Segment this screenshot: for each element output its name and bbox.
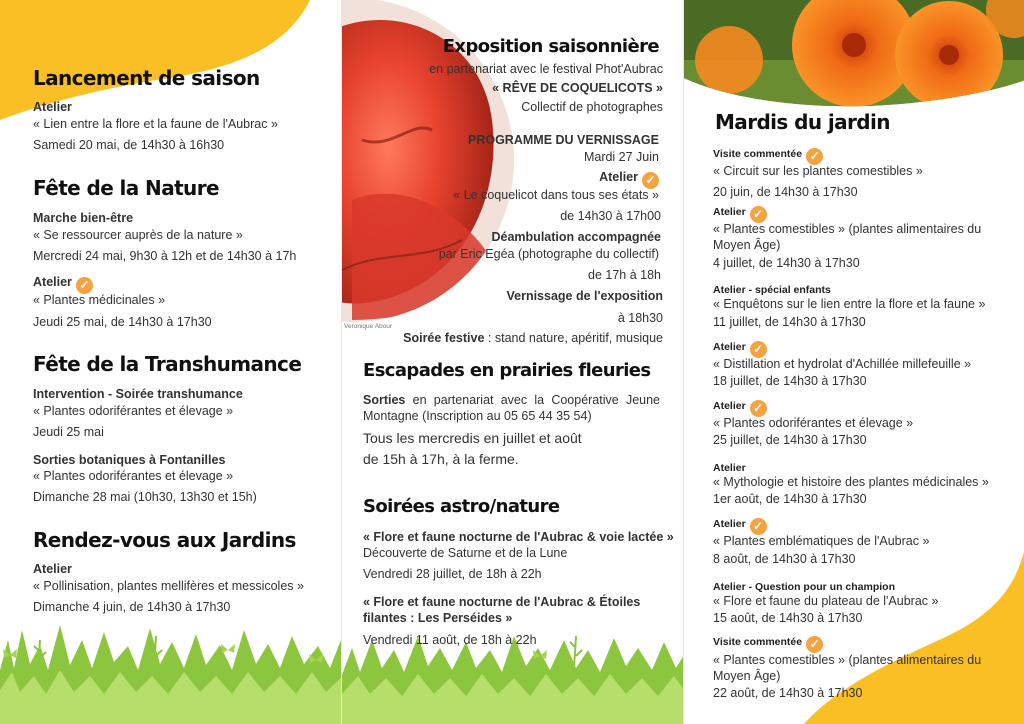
astro-item-when: Vendredi 28 juillet, de 18h à 22h — [363, 567, 542, 581]
program-vernissage-time: à 18h30 — [617, 311, 663, 325]
event-kind: Marche bien-être — [33, 211, 134, 225]
escapades-desc: en partenariat avec la Coopérative Jeune Montagne (Inscription au 05 65 44 35 54) — [363, 393, 660, 423]
mardis-desc: « Mythologie et histoire des plantes médicinales » — [713, 475, 989, 489]
mardis-desc: « Plantes comestibles » (plantes alimentaires du Moyen Âge) — [713, 653, 982, 683]
section-title-fete-nature: Fête de la Nature — [33, 176, 219, 200]
mardis-desc: « Plantes emblématiques de l'Aubrac » — [713, 534, 930, 548]
escapades-text — [363, 392, 660, 424]
grass-decoration — [342, 636, 683, 724]
left-panel — [0, 0, 341, 724]
check-circle-icon: ✓ — [806, 148, 823, 165]
check-circle-icon: ✓ — [750, 341, 767, 358]
expo-partner: en partenariat avec le festival Phot'Aubrac — [429, 62, 663, 76]
mardis-kind: Atelier — [713, 462, 746, 474]
program-atelier-row — [599, 169, 659, 189]
program-atelier-time: de 14h30 à 17h00 — [560, 209, 661, 223]
check-circle-icon: ✓ — [76, 277, 93, 294]
astro-title: Soirées astro/nature — [363, 496, 560, 517]
mardis-desc: « Distillation et hydrolat d'Achillée millefeuille » — [713, 357, 972, 371]
mardis-kind: Atelier - spécial enfants — [713, 284, 831, 296]
mardis-when: 1er août, de 14h30 à 17h30 — [713, 492, 867, 506]
event-desc: « Lien entre la flore et la faune de l'Aubrac » — [33, 117, 278, 131]
astro-item-name: « Flore et faune nocturne de l'Aubrac & voie lactée » — [363, 530, 674, 544]
mardis-when: 8 août, de 14h30 à 17h30 — [713, 552, 856, 566]
program-walk-by: par Eric Egéa (photographe du collectif) — [438, 247, 659, 261]
program-soiree — [403, 330, 663, 346]
event-kind: Atelier — [33, 275, 72, 289]
event-desc: « Plantes odoriférantes et élevage » — [33, 404, 234, 418]
section-title-lancement: Lancement de saison — [33, 66, 260, 90]
mardis-kind: Atelier — [713, 400, 746, 412]
mardis-when: 20 juin, de 14h30 à 17h30 — [713, 185, 858, 199]
program-title: PROGRAMME DU VERNISSAGE — [468, 133, 659, 147]
soiree-label: Soirée festive — [403, 331, 485, 345]
check-circle-icon: ✓ — [642, 172, 659, 189]
grass-decoration — [0, 625, 341, 724]
mardis-desc: « Plantes comestibles » (plantes alimentaires du Moyen Âge) — [713, 222, 982, 252]
mardis-kind: Visite commentée — [713, 148, 803, 160]
event-kind: Sorties botaniques à Fontanilles — [33, 453, 226, 467]
event-when: Samedi 20 mai, de 14h30 à 16h30 — [33, 138, 225, 152]
mardis-kind: Atelier — [713, 341, 746, 353]
check-circle-icon: ✓ — [750, 518, 767, 535]
program-atelier-desc: « Le coquelicot dans tous ses états » — [453, 188, 659, 202]
photo-credit: Veronique Abour — [344, 323, 393, 330]
mardis-when: 11 juillet, de 14h30 à 17h30 — [713, 315, 866, 329]
mardis-when: 4 juillet, de 14h30 à 17h30 — [713, 256, 860, 270]
astro-item-name: « Flore et faune nocturne de l'Aubrac & Étoiles filantes : Les Perséides » — [363, 595, 641, 625]
event-kind: Atelier — [33, 562, 72, 576]
marigold-photo — [684, 0, 1024, 110]
check-circle-icon: ✓ — [750, 400, 767, 417]
escapades-label: Sorties — [363, 393, 406, 407]
check-circle-icon: ✓ — [806, 636, 823, 653]
escapades-line1: Tous les mercredis en juillet et août — [363, 430, 582, 446]
mardis-kind: Visite commentée — [713, 636, 803, 648]
mardis-kind: Atelier — [713, 206, 746, 218]
event-when: Jeudi 25 mai — [33, 425, 104, 439]
mardis-desc: « Circuit sur les plantes comestibles » — [713, 164, 923, 178]
event-when: Dimanche 4 juin, de 14h30 à 17h30 — [33, 600, 231, 614]
soiree-desc: : stand nature, apéritif, musique — [484, 331, 663, 345]
event-kind: Intervention - Soirée transhumance — [33, 387, 243, 401]
mardis-when: 22 août, de 14h30 à 17h30 — [713, 686, 863, 700]
event-when: Mercredi 24 mai, 9h30 à 12h et de 14h30 à 17h — [33, 249, 297, 263]
event-desc: « Plantes médicinales » — [33, 293, 166, 307]
right-panel — [683, 0, 1024, 724]
mardis-kind: Atelier — [713, 518, 746, 530]
check-circle-icon: ✓ — [750, 206, 767, 223]
section-title-transhumance: Fête de la Transhumance — [33, 352, 302, 376]
mardis-when: 25 juillet, de 14h30 à 17h30 — [713, 433, 867, 447]
event-kind: Atelier — [33, 100, 72, 114]
astro-item-when: Vendredi 11 août, de 18h à 22h — [363, 633, 537, 647]
program-vernissage: Vernissage de l'exposition — [506, 289, 663, 303]
event-desc: « Plantes odoriférantes et élevage » — [33, 469, 234, 483]
expo-name: « RÊVE DE COQUELICOTS » — [492, 81, 663, 95]
program-atelier-label: Atelier — [599, 170, 638, 184]
program-walk-time: de 17h à 18h — [588, 268, 661, 282]
program-walk: Déambulation accompagnée — [491, 230, 661, 244]
mardis-title: Mardis du jardin — [715, 110, 890, 134]
butterfly-icon — [221, 644, 235, 653]
event-when: Dimanche 28 mai (10h30, 13h30 et 15h) — [33, 490, 257, 504]
program-date: Mardi 27 Juin — [583, 150, 659, 164]
escapades-title: Escapades en prairies fleuries — [363, 360, 651, 381]
mardis-desc: « Flore et faune du plateau de l'Aubrac » — [713, 594, 939, 608]
mardis-when: 18 juillet, de 14h30 à 17h30 — [713, 374, 867, 388]
middle-panel — [341, 0, 683, 724]
section-title-jardins: Rendez-vous aux Jardins — [33, 528, 296, 552]
mardis-when: 15 août, de 14h30 à 17h30 — [713, 611, 863, 625]
event-kind-row — [33, 274, 93, 294]
mardis-desc: « Plantes odoriférantes et élevage » — [713, 416, 914, 430]
event-desc: « Pollinisation, plantes mellifères et messicoles » — [33, 579, 304, 593]
mardis-desc: « Enquêtons sur le lien entre la flore et la faune » — [713, 297, 986, 311]
mardis-kind-row — [713, 634, 823, 653]
mardis-kind: Atelier - Question pour un champion — [713, 581, 896, 593]
event-when: Jeudi 25 mai, de 14h30 à 17h30 — [33, 315, 212, 329]
event-desc: « Se ressourcer auprès de la nature » — [33, 228, 243, 242]
astro-item-sub: Découverte de Saturne et de la Lune — [363, 546, 568, 560]
expo-title: Exposition saisonnière — [442, 36, 659, 57]
escapades-line2: de 15h à 17h, à la ferme. — [363, 451, 519, 467]
expo-collective: Collectif de photographes — [521, 100, 663, 114]
